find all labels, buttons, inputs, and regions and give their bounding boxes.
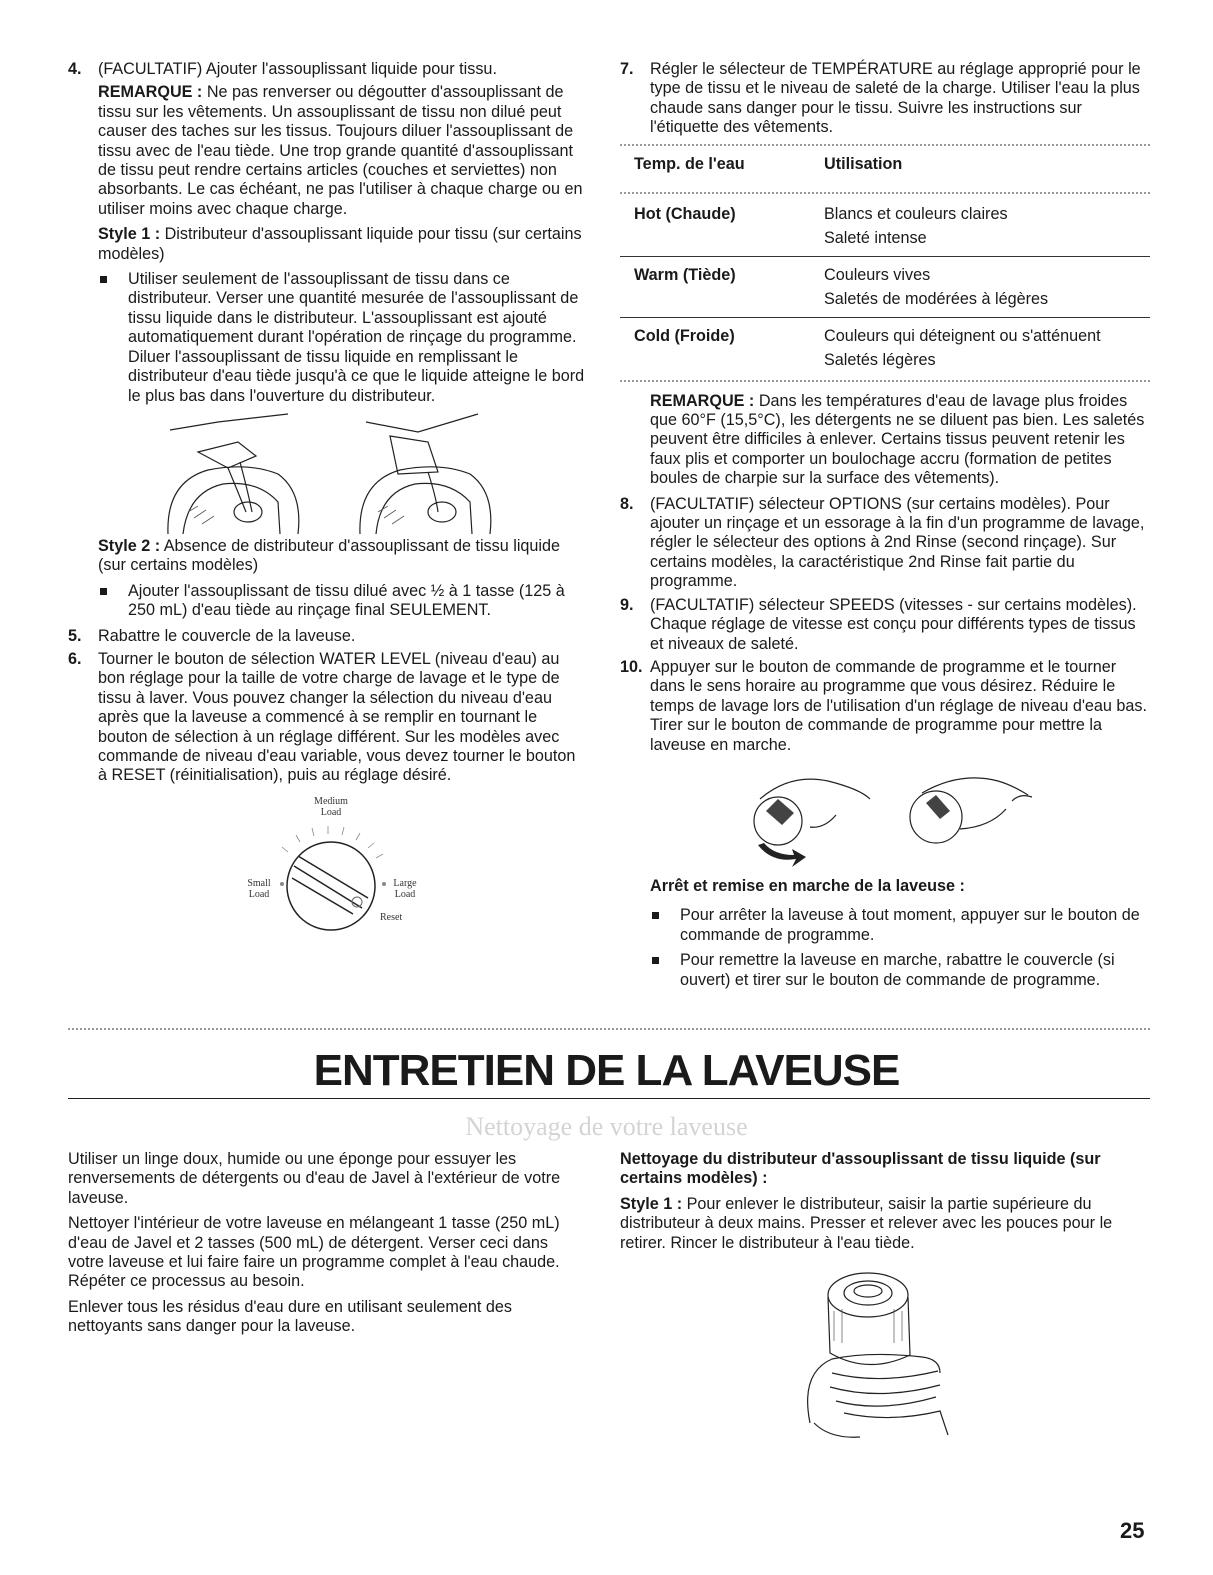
step-number: 10. — [620, 657, 643, 676]
right-column — [620, 60, 1150, 996]
step-9 — [620, 596, 1150, 654]
dispenser-cleaning-heading: Nettoyage du distributeur d'assouplissant de tissu liquide (sur certains modèles) : — [620, 1150, 1101, 1188]
step-10 — [620, 658, 1150, 755]
step-text: (FACULTATIF) Ajouter l'assouplissant liquide pour tissu. — [98, 60, 497, 78]
arret-bullet — [620, 951, 1150, 990]
table-header: Temp. de l'eau — [634, 154, 745, 173]
step-number: 9. — [620, 595, 634, 614]
dial-small-label: Small Load — [247, 877, 271, 900]
bullet-text: Utiliser seulement de l'assouplissant de tissu dans ce distributeur. Verser une quantité mesurée de l'assouplissant de tissu liquide dans le distributeur. L'assouplissant est ajouté automatiquement durant l'opération de rinçage du programme. Diluer l'assouplissant de tissu liquide en remplissant le distributeur d'eau tiède jusqu'à ce que le liquide atteigne le bord le plus bas dans l'ouverture du distributeur. — [128, 270, 585, 405]
remarque-text: Ne pas renverser ou dégoutter d'assouplissant de tissu sur les vêtements. Un assouplissant de tissu non dilué peut causer des taches sur les tissus. Toujours diluer l'assouplissant de tissu avec de l'eau tiède. Une trop grande quantité d'assouplissant de tissu peut rendre certains articles (couches et serviettes) non absorbants. Le cas échéant, ne pas l'utiliser à chaque charge ou en utiliser moins avec chaque charge. — [98, 83, 583, 218]
dial-large-label: Large Load — [393, 877, 417, 900]
step-text: (FACULTATIF) sélecteur SPEEDS (vitesses - sur certains modèles). Chaque réglage de vitesse est conçu pour différents types de tissus et niveaux de saleté. — [650, 595, 1137, 653]
step-5 — [68, 627, 588, 646]
step-text: Régler le sélecteur de TEMPÉRATURE au réglage approprié pour le type de tissu et le niveau de saleté de la charge. Utiliser l'eau la plus chaude sans danger pour le tissu. Suivre les instructions sur l'étiquette des vêtements. — [650, 60, 1141, 137]
bottom-right-column — [620, 1150, 1150, 1443]
softener-pouring-illustration — [128, 412, 588, 537]
step-7 — [620, 60, 1150, 138]
dispenser-removal-icon — [790, 1263, 990, 1443]
dial-medium-label: Medium Load — [314, 795, 348, 818]
section-subtitle: Nettoyage de votre laveuse — [465, 1112, 748, 1141]
step-number: 8. — [620, 494, 634, 513]
style2-bullet — [68, 582, 588, 621]
cycle-knob-illustration — [750, 759, 1150, 877]
remarque-text: Dans les températures d'eau de lavage plus froides que 60°F (15,5°C), les détergents ne se diluent pas bien. Les saletés peuvent être difficiles à enlever. Certains tissus peuvent retenir les faux plis et comporter un boulochage accru (formation de petites boules de charpie sur la surface des vêtements). — [650, 391, 1145, 488]
step-number: 6. — [68, 649, 82, 668]
water-level-dial-illustration — [68, 794, 588, 944]
remarque-paragraph — [68, 83, 588, 219]
page-number: 25 — [1120, 1518, 1145, 1543]
step-text: Appuyer sur le bouton de commande de programme et le tourner dans le sens horaire au programme que vous désirez. Réduire le temps de lavage lors de l'utilisation d'un réglage de niveau d'eau bas. Tirer sur le bouton de commande de programme pour mettre la laveuse en marche. — [650, 657, 1148, 754]
title-underline — [68, 1098, 1150, 1099]
left-column — [68, 60, 588, 944]
remarque-label: REMARQUE : — [98, 83, 203, 102]
cleaning-paragraph: Enlever tous les résidus d'eau dure en utilisant seulement des nettoyants sans danger pour la laveuse. — [68, 1297, 513, 1336]
step-number: 4. — [68, 60, 82, 78]
pouring-dispenser-icon — [128, 412, 588, 537]
bullet-text: Pour arrêter la laveuse à tout moment, appuyer sur le bouton de commande de programme. — [680, 906, 1140, 944]
table-row: Warm (Tiède) Couleurs vives Saletés de modérées à légères — [634, 265, 1049, 308]
dispenser-style1-paragraph — [620, 1195, 1150, 1253]
style2-label: Style 2 : — [98, 536, 161, 555]
arret-bullet — [620, 906, 1150, 945]
style1-paragraph — [68, 225, 588, 264]
step-6 — [68, 650, 588, 786]
bullet-square-icon — [652, 912, 659, 919]
bullet-square-icon — [100, 276, 107, 283]
style2-paragraph — [68, 537, 588, 576]
step-number: 5. — [68, 626, 82, 645]
arret-heading: Arrêt et remise en marche de la laveuse : — [650, 876, 965, 895]
cleaning-paragraph: Utiliser un linge doux, humide ou une éponge pour essuyer les renversements de détergents ou d'eau de Javel à l'extérieur de votre laveuse. — [68, 1150, 561, 1207]
style1-label: Style 1 : — [98, 225, 161, 244]
remarque-paragraph — [620, 392, 1150, 489]
step-4 — [68, 60, 588, 79]
cleaning-paragraph: Nettoyer l'intérieur de votre laveuse en mélangeant 1 tasse (250 mL) d'eau de Javel et 2 tasses (500 mL) de détergent. Verser ceci dans votre laveuse et lui faire faire un programme complet à l'eau chaude. Répéter ce processus au besoin. — [68, 1214, 560, 1291]
bullet-text: Ajouter l'assouplissant de tissu dilué avec ½ à 1 tasse (125 à 250 mL) d'eau tiède au rinçage final SEULEMENT. — [128, 581, 565, 620]
bullet-text: Pour remettre la laveuse en marche, rabattre le couvercle (si ouvert) et tirer sur le bouton de commande de programme. — [680, 951, 1115, 989]
step-text: Tourner le bouton de sélection WATER LEVEL (niveau d'eau) au bon réglage pour la taille de votre charge de lavage et le type de tissu à laver. Vous pouvez changer la sélection du niveau d'eau après que la laveuse a commencé à se remplir en tournant le bouton de sélection à un réglage différent. Sur les modèles avec commande de niveau d'eau variable, vous devez tourner le bouton à RESET (réinitialisation), puis au réglage désiré. — [98, 649, 576, 785]
temperature-table — [620, 144, 1150, 382]
table-row: Cold (Froide) Couleurs qui déteignent ou s'atténuent Saletés légères — [634, 326, 1101, 369]
style1-text: Pour enlever le distributeur, saisir la partie supérieure du distributeur à deux mains. Presser et relever avec les pouces pour le retirer. Rincer le distributeur à l'eau tiède. — [620, 1194, 1113, 1252]
style1-label: Style 1 : — [620, 1194, 683, 1213]
step-number: 7. — [620, 60, 634, 78]
remarque-label: REMARQUE : — [650, 391, 755, 410]
dial-reset-label: Reset — [380, 911, 403, 923]
section-title: ENTRETIEN DE LA LAVEUSE — [313, 1046, 900, 1095]
cycle-knob-hand-icon — [750, 759, 1050, 877]
style1-text: Distributeur d'assouplissant liquide pour tissu (sur certains modèles) — [98, 225, 582, 263]
style2-text: Absence de distributeur d'assouplissant de tissu liquide (sur certains modèles) — [98, 536, 561, 575]
step-text: (FACULTATIF) sélecteur OPTIONS (sur certains modèles). Pour ajouter un rinçage et un essorage à la fin d'un programme de lavage, régler le sélecteur des options à 2nd Rinse (second rinçage). Sur certains modèles, la caractéristique 2nd Rinse fait partie du programme. — [650, 494, 1145, 591]
step-text: Rabattre le couvercle de la laveuse. — [98, 626, 356, 645]
bottom-left-column — [68, 1150, 588, 1343]
style1-bullet — [68, 270, 588, 406]
bullet-square-icon — [652, 957, 659, 964]
table-header: Utilisation — [824, 154, 903, 173]
bullet-square-icon — [100, 588, 107, 595]
section-divider — [68, 1028, 1150, 1030]
step-8 — [620, 495, 1150, 592]
dispenser-removal-illustration — [790, 1263, 1150, 1443]
table-header-row — [620, 146, 1152, 182]
table-row: Hot (Chaude) Blancs et couleurs claires Saleté intense — [634, 204, 1008, 247]
